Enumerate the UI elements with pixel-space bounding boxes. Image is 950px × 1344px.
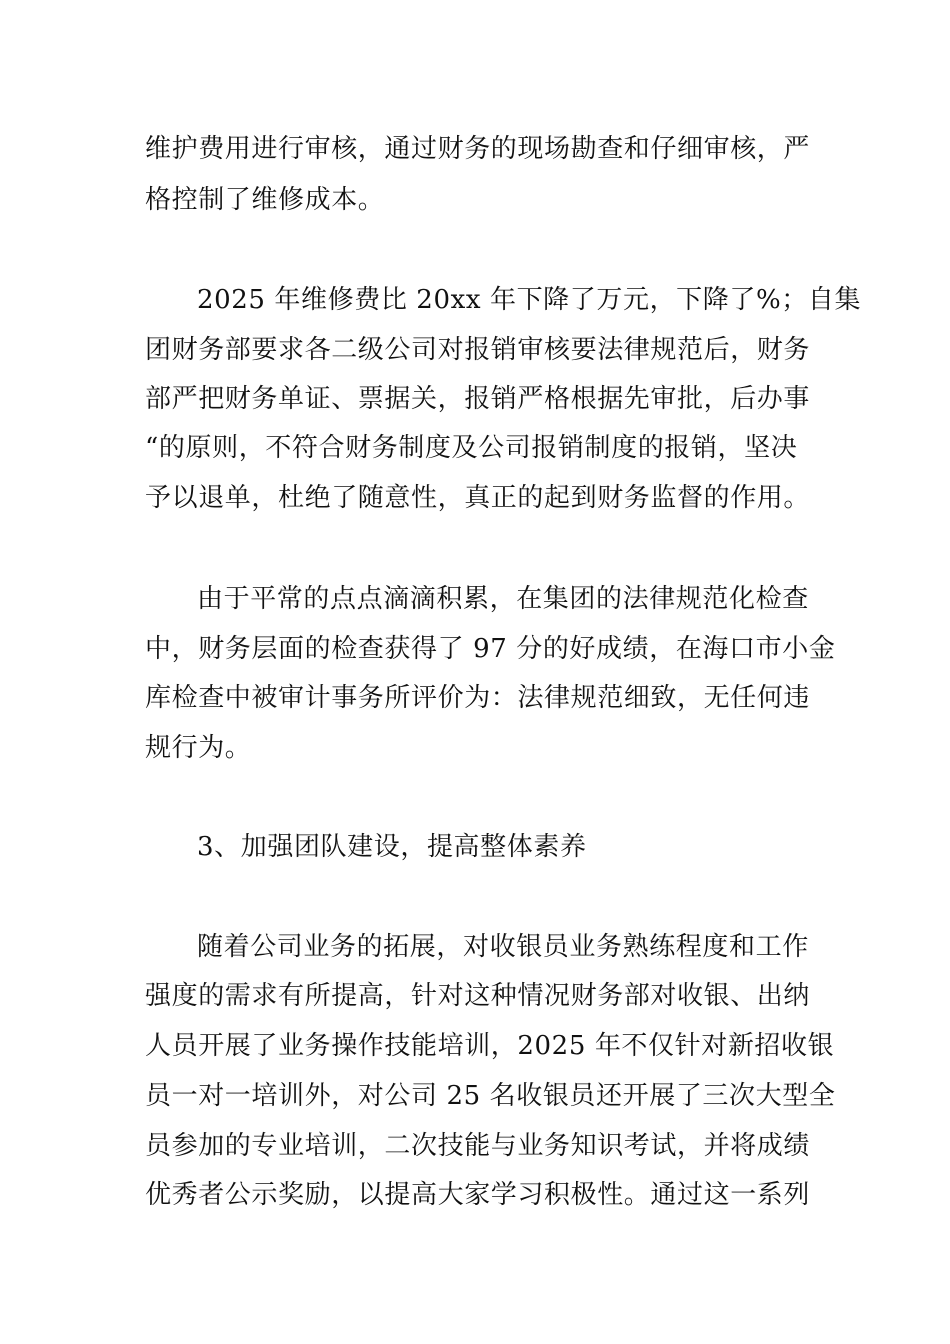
paragraph-1-line-2: 格控制了维修成本。: [145, 185, 385, 215]
paragraph-2-line-3: 部严把财务单证、票据关，报销严格根据先审批，后办事: [145, 384, 811, 414]
paragraph-5-line-5: 员参加的专业培训，二次技能与业务知识考试，并将成绩: [145, 1131, 811, 1161]
paragraph-5-line-2: 强度的需求有所提高，针对这种情况财务部对收银、出纳: [145, 981, 811, 1011]
paragraph-2-line-2: 团财务部要求各二级公司对报销审核要法律规范后，财务: [145, 335, 811, 365]
paragraph-1-line-1: 维护费用进行审核，通过财务的现场勘查和仔细审核，严: [145, 134, 811, 164]
paragraph-5-line-4: 员一对一培训外，对公司 25 名收银员还开展了三次大型全: [145, 1081, 836, 1111]
paragraph-3-line-4: 规行为。: [145, 733, 252, 763]
paragraph-5-line-3: 人员开展了业务操作技能培训，2025 年不仅针对新招收银: [145, 1031, 835, 1061]
paragraph-2-line-1: 2025 年维修费比 20xx 年下降了万元，下降了%；自集: [197, 285, 862, 315]
paragraph-3-line-1: 由于平常的点点滴滴积累，在集团的法律规范化检查: [197, 584, 809, 614]
paragraph-5-line-6: 优秀者公示奖励，以提高大家学习积极性。通过这一系列: [145, 1180, 811, 1210]
paragraph-3-line-2: 中，财务层面的检查获得了 97 分的好成绩，在海口市小金: [145, 634, 836, 664]
paragraph-2-line-4: “的原则，不符合财务制度及公司报销制度的报销，坚决: [145, 433, 798, 463]
section-heading: 3、加强团队建设，提高整体素养: [197, 832, 587, 862]
paragraph-5-line-1: 随着公司业务的拓展，对收银员业务熟练程度和工作: [197, 932, 809, 962]
paragraph-3-line-3: 库检查中被审计事务所评价为：法律规范细致，无任何违: [145, 683, 811, 713]
paragraph-2-line-5: 予以退单，杜绝了随意性，真正的起到财务监督的作用。: [145, 483, 811, 513]
